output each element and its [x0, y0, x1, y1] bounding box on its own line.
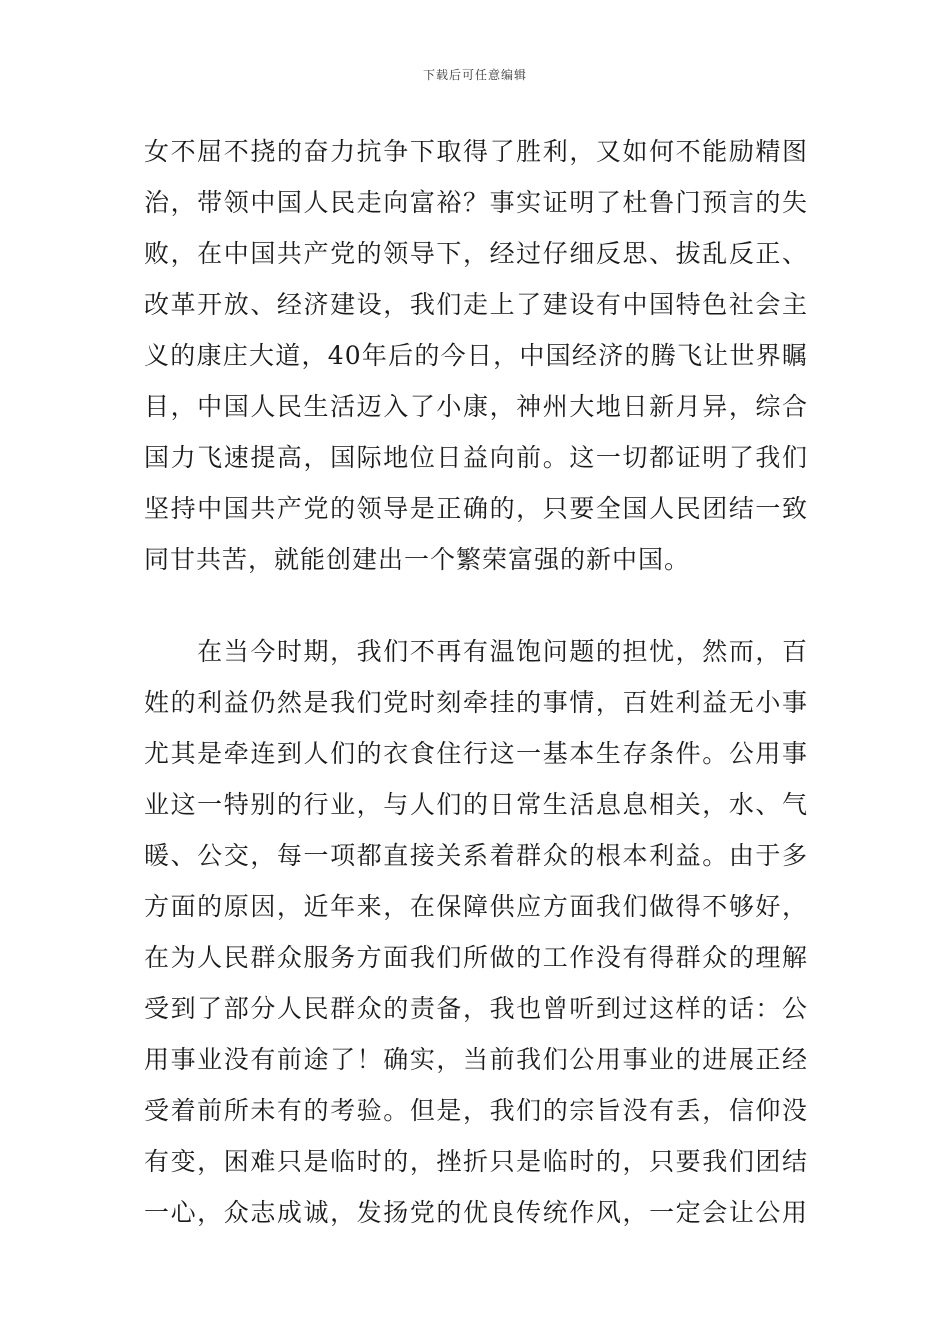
paragraph-2 — [144, 626, 808, 1238]
text-line: 在当今时期，我们不再有温饱问题的担忧，然而，百 — [144, 637, 808, 666]
text-line: 国力飞速提高，国际地位日益向前。这一切都证明了我们 — [144, 443, 808, 472]
page-header: 下载后可任意编辑 — [422, 68, 527, 82]
text-line: 受着前所未有的考验。但是，我们的宗旨没有丢，信仰没 — [144, 1096, 808, 1125]
text-line: 坚持中国共产党的领导是正确的，只要全国人民团结一致 — [144, 494, 808, 523]
text-line: 治，带领中国人民走向富裕？事实证明了杜鲁门预言的失 — [144, 188, 808, 217]
text-line: 业这一特别的行业，与人们的日常生活息息相关，水、气 — [144, 790, 808, 819]
text-line: 改革开放、经济建设，我们走上了建设有中国特色社会主 — [144, 290, 808, 319]
text-line: 目，中国人民生活迈入了小康，神州大地日新月异，综合 — [144, 392, 808, 421]
text-line: 暖、公交，每一项都直接关系着群众的根本利益。由于多 — [144, 841, 808, 870]
text-line: 用事业没有前途了！确实，当前我们公用事业的进展正经 — [144, 1045, 808, 1074]
text-line: 女不屈不挠的奋力抗争下取得了胜利，又如何不能励精图 — [144, 137, 808, 166]
text-line: 尤其是牵连到人们的衣食住行这一基本生存条件。公用事 — [144, 739, 808, 768]
text-line: 有变，困难只是临时的，挫折只是临时的，只要我们团结 — [144, 1147, 808, 1176]
text-line: 姓的利益仍然是我们党时刻牵挂的事情，百姓利益无小事 — [144, 688, 808, 717]
text-line: 方面的原因，近年来，在保障供应方面我们做得不够好， — [144, 892, 808, 921]
text-line: 义的康庄大道，40年后的今日，中国经济的腾飞让世界瞩 — [144, 341, 808, 370]
text-line: 在为人民群众服务方面我们所做的工作没有得群众的理解 — [144, 943, 808, 972]
text-line: 同甘共苦，就能创建出一个繁荣富强的新中国。 — [144, 545, 691, 574]
paragraph-1 — [144, 126, 808, 585]
text-line: 受到了部分人民群众的责备，我也曾听到过这样的话：公 — [144, 994, 808, 1023]
text-line: 一心，众志成诚，发扬党的优良传统作风，一定会让公用 — [144, 1198, 808, 1227]
text-line: 败，在中国共产党的领导下，经过仔细反思、拔乱反正、 — [144, 239, 808, 268]
